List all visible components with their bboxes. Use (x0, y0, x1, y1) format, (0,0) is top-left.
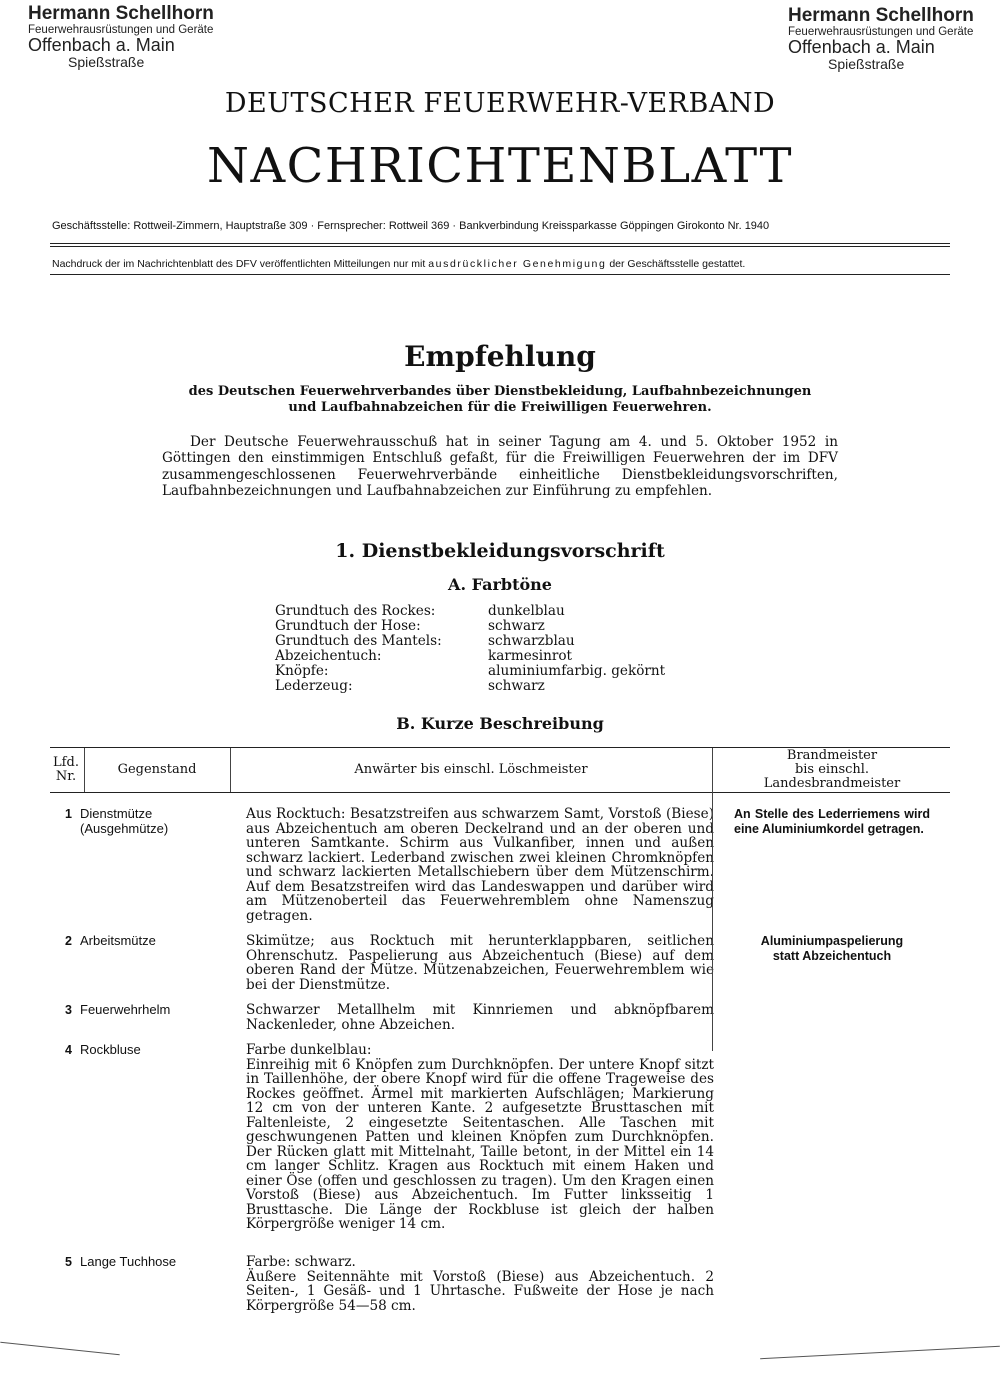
subtitle-line: und Laufbahnabzeichen für die Freiwilligen Feuerwehren. (288, 400, 712, 416)
row-item (80, 1043, 240, 1058)
stamp-left (28, 4, 214, 70)
stamp-city: Offenbach a. Main (788, 37, 935, 57)
color-row (275, 664, 665, 679)
description-table (50, 747, 950, 1314)
color-list (275, 604, 665, 694)
color-value: dunkelblau (488, 603, 565, 619)
description-lead: Farbe: schwarz. (246, 1254, 356, 1270)
row-rank: Aluminiumpaspelierung statt Abzeichentuch (760, 934, 904, 963)
document-title: Empfehlung (404, 340, 596, 373)
header-text: Brandmeister (786, 747, 878, 763)
row-description (246, 1255, 714, 1313)
column-divider (84, 748, 85, 792)
header-text: Landesbrandmeister (763, 776, 901, 792)
stamp-name: Hermann Schellhorn (788, 5, 974, 26)
table-header (50, 747, 950, 793)
intro-paragraph: Der Deutsche Feuerwehrausschuß hat in seiner Tagung am 4. und 5. Oktober 1952 in Göttingen den einstimmigen Entschluß gefaßt, für die Freiwilligen Feuerwehren der im DFV zusammengeschlossenen Feuerwehrverbände einheitliche Dienstbekleidungsvorschriften, Laufbahnbezeichnungen und Laufbahnabzeichen zur Einführung zu empfehlen. (162, 434, 838, 499)
color-item: Grundtuch des Mantels: (275, 633, 442, 649)
notice-start: Nachdruck der im Nachrichtenblatt des DFV veröffentlichten Mitteilungen nur mit (52, 258, 426, 270)
color-item: Lederzeug: (275, 678, 353, 694)
column-divider (712, 791, 713, 1051)
divider (50, 274, 950, 275)
row-number: 4 (65, 1043, 72, 1057)
header-rank (714, 748, 950, 792)
scan-scratch (0, 1342, 119, 1356)
notice-end: der Geschäftsstelle gestattet. (609, 258, 746, 270)
color-item: Grundtuch der Hose: (275, 618, 421, 634)
subsection-heading: B. Kurze Beschreibung (396, 714, 604, 733)
item-text: Rockbluse (80, 1042, 141, 1057)
description-text: Äußere Seitennähte mit Vorstoß (Biese) aus Abzeichentuch. 2 Seiten-, 1 Gesäß- und 1 Uhrtasche. Fußweite der Hose je nach Körpergröße 54—58 cm. (246, 1268, 714, 1314)
color-row (275, 619, 665, 634)
row-description: Schwarzer Metallhelm mit Kinnriemen und abknöpfbarem Nackenleder, ohne Abzeichen. (246, 1002, 714, 1033)
row-item (80, 934, 240, 949)
stamp-trade: Feuerwehrausrüstungen und Geräte (788, 25, 974, 38)
row-description (246, 1043, 714, 1232)
divider (50, 243, 950, 244)
masthead-organization: DEUTSCHER FEUERWEHR-VERBAND (224, 88, 776, 119)
description-text: Einreihig mit 6 Knöpfen zum Durchknöpfen. Der untere Knopf sitzt in Taillenhöhe, der obere Knopf wird für die offene Trageweise des Rockes geöffnet. Ärmel mit markierten Aufschlägen; Markierung 12 cm von der unteren Kante. 2 aufgesetzte Brusttaschen mit Faltenleiste, 2 eingesetzte Seitentaschen. Alle Taschen mit geschwungenen Patten und kleinen Knöpfen zum Durchknöpfen. Der Rücken glatt mit Mittelnaht, Taille betont, in der Mittel ein 14 cm langer Schlitz. Kragen aus Rocktuch mit einem Haken und einer Öse (offen und geschlossen zu tragen). Um den Kragen einen Vorstoß (Biese) aus Abzeichentuch. Im Futter linksseitig 1 Brusttasche. Die Länge der Rockbluse ist gleich der halben Körpergröße weniger 14 cm. (246, 1056, 714, 1232)
stamp-street: Spießstraße (68, 53, 145, 70)
color-value: schwarz (488, 678, 545, 694)
color-row (275, 649, 665, 664)
header-text: bis einschl. (794, 761, 870, 777)
header-item: Gegenstand (117, 761, 197, 777)
row-description: Skimütze; aus Rocktuch mit herunterklappbaren, seitlichen Ohrenschutz. Paspelierung aus Abzeichentuch (Biese) auf dem oberen Rand der Mütze. Mützenabzeichen, Feuerwehremblem wie bei der Dienstmütze. (246, 933, 714, 993)
row-rank: An Stelle des Lederriemens wird eine Aluminiumkordel getragen. (734, 807, 930, 836)
color-row (275, 634, 665, 649)
row-number: 5 (65, 1255, 72, 1269)
color-item: Abzeichentuch: (275, 648, 382, 664)
section-heading: 1. Dienstbekleidungsvorschrift (335, 540, 665, 562)
header-number (50, 748, 82, 792)
item-text: Feuerwehrhelm (80, 1002, 171, 1017)
description-lead: Farbe dunkelblau: (246, 1042, 372, 1058)
stamp-right (788, 6, 974, 72)
color-value: aluminiumfarbig. gekörnt (488, 663, 666, 679)
item-text: (Ausgehmütze) (80, 820, 169, 836)
divider (50, 246, 950, 247)
subsection-heading: A. Farbtöne (448, 575, 552, 594)
color-value: karmesinrot (488, 648, 572, 664)
column-divider (712, 748, 713, 792)
scan-scratch (760, 1346, 1000, 1360)
stamp-trade: Feuerwehrausrüstungen und Geräte (28, 23, 214, 36)
header-description: Anwärter bis einschl. Löschmeister (354, 761, 588, 777)
row-description: Aus Rocktuch: Besatzstreifen aus schwarzem Samt, Vorstoß (Biese) aus Abzeichentuch am oberen Deckelrand und an der oberen und unteren Samtkante. Schirm aus Vulkanfiber, innen und außen schwarz lackiert. Lederband zwischen zwei kleinen Chromknöpfen und schwarz lackierten Metallschiebern über dem Mützenschirm. Auf dem Besatzstreifen wird das Landeswappen und darüber wird am Mützenoberteil das Feuerwehremblem ohne Namenszug getragen. (246, 806, 714, 924)
color-value: schwarzblau (488, 633, 575, 649)
color-item: Grundtuch des Rockes: (275, 603, 436, 619)
item-text: Lange Tuchhose (80, 1254, 177, 1269)
row-number: 3 (65, 1003, 72, 1017)
stamp-name: Hermann Schellhorn (28, 3, 214, 24)
item-text: Dienstmütze (80, 806, 153, 821)
stamp-city: Offenbach a. Main (28, 35, 175, 55)
row-item (80, 807, 240, 836)
document-subtitle (150, 384, 850, 417)
masthead-title: NACHRICHTENBLATT (206, 138, 794, 194)
item-text: Arbeitsmütze (80, 933, 156, 948)
row-number: 1 (65, 807, 72, 821)
notice-spaced: ausdrücklicher Genehmigung (428, 258, 607, 270)
color-value: schwarz (488, 618, 545, 634)
row-number: 2 (65, 934, 72, 948)
contact-line: Geschäftsstelle: Rottweil-Zimmern, Hauptstraße 309 · Fernsprecher: Rottweil 369 · Bankverbindung Kreissparkasse Göppingen Girokonto Nr. 1940 (52, 220, 770, 232)
color-row (275, 604, 665, 619)
header-text: Lfd. (53, 754, 79, 770)
stamp-street: Spießstraße (828, 55, 905, 72)
reprint-notice (52, 258, 952, 270)
column-divider (230, 748, 231, 792)
row-item (80, 1255, 240, 1270)
row-item (80, 1003, 240, 1018)
color-item: Knöpfe: (275, 663, 329, 679)
subtitle-line: des Deutschen Feuerwehrverbandes über Dienstbekleidung, Laufbahnbezeichnungen (188, 384, 812, 399)
color-row (275, 679, 665, 694)
header-text: Nr. (55, 769, 77, 784)
